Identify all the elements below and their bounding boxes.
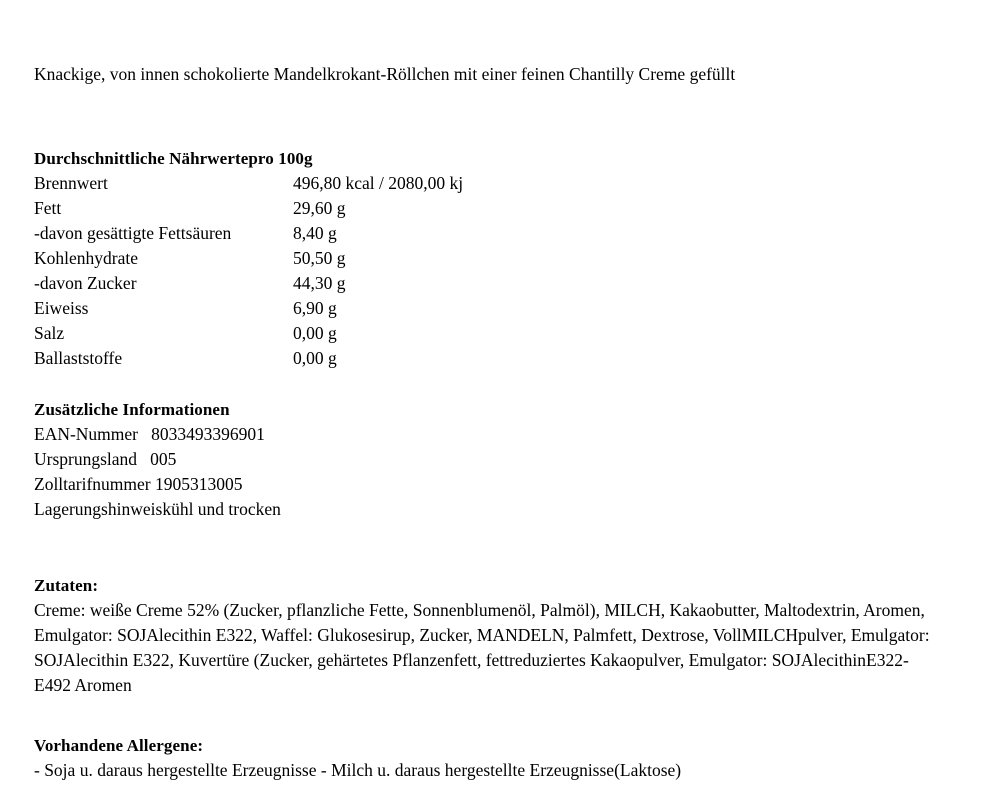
- info-value: 8033493396901: [151, 424, 265, 444]
- product-description: Knackige, von innen schokolierte Mandelkrokant-Röllchen mit einer feinen Chantilly Creme gefüllt: [34, 63, 736, 84]
- nutrition-value: 496,80 kcal / 2080,00 kj: [293, 173, 464, 193]
- list-item: [34, 472, 964, 497]
- nutrition-label: Ballaststoffe: [34, 348, 123, 368]
- nutrition-table-body: [34, 171, 463, 371]
- nutrition-label: -davon Zucker: [34, 273, 137, 293]
- nutrition-label: Salz: [34, 323, 65, 343]
- ingredients-text: Creme: weiße Creme 52% (Zucker, pflanzliche Fette, Sonnenblumenöl, Palmöl), MILCH, Kakaobutter, Maltodextrin, Aromen, Emulgator: SOJAlecithin E322, Waffel: Glukosesirup, Zucker, MANDELN, Palmfett, Dextrose, VollMILCHpulver, Emulgator: SOJAlecithin E322, Kuvertüre (Zucker, gehärtetes Pflanzenfett, fettreduziertes Kakaopulver, Emulgator: SOJAlecithinE322-E492 Aromen: [34, 600, 930, 695]
- nutrition-label: Kohlenhydrate: [34, 248, 138, 268]
- table-row: [34, 171, 463, 196]
- nutrition-value: 29,60 g: [293, 198, 346, 218]
- nutrition-value: 0,00 g: [293, 323, 337, 343]
- table-row: [34, 296, 463, 321]
- list-item: [34, 497, 964, 522]
- table-row: [34, 271, 463, 296]
- nutrition-table: [34, 171, 463, 371]
- nutrition-section: [34, 146, 964, 371]
- nutrition-value: 6,90 g: [293, 298, 337, 318]
- nutrition-label: Fett: [34, 198, 62, 218]
- nutrition-value: 0,00 g: [293, 348, 337, 368]
- list-item: [34, 422, 964, 447]
- allergens-section: [34, 733, 964, 783]
- allergens-text: - Soja u. daraus hergestellte Erzeugnisse - Milch u. daraus hergestellte Erzeugnisse(Laktose): [34, 760, 682, 780]
- info-value: 1905313005: [155, 474, 243, 494]
- info-label: EAN-Nummer: [34, 424, 139, 444]
- nutrition-label: Eiweiss: [34, 298, 89, 318]
- table-row: [34, 246, 463, 271]
- nutrition-heading: Durchschnittliche Nährwertepro 100g: [34, 149, 313, 168]
- additional-info-heading: Zusätzliche Informationen: [34, 400, 230, 419]
- ingredients-heading: Zutaten:: [34, 576, 99, 595]
- info-label: Zolltarifnummer: [34, 474, 151, 494]
- info-label: Lagerungshinweis: [34, 499, 163, 519]
- info-gap: [138, 424, 151, 444]
- list-item: [34, 447, 964, 472]
- nutrition-label: -davon gesättigte Fettsäuren: [34, 223, 232, 243]
- table-row: [34, 321, 463, 346]
- nutrition-value: 50,50 g: [293, 248, 346, 268]
- ingredients-section: [34, 573, 964, 698]
- info-label: Ursprungsland: [34, 449, 138, 469]
- table-row: [34, 196, 463, 221]
- nutrition-value: 8,40 g: [293, 223, 337, 243]
- allergens-heading: Vorhandene Allergene:: [34, 736, 204, 755]
- nutrition-label: Brennwert: [34, 173, 108, 193]
- nutrition-value: 44,30 g: [293, 273, 346, 293]
- additional-info-list: [34, 422, 964, 522]
- info-gap: [137, 449, 150, 469]
- table-row: [34, 346, 463, 371]
- table-row: [34, 221, 463, 246]
- additional-info-section: [34, 397, 964, 522]
- info-value: 005: [150, 449, 177, 469]
- info-value: kühl und trocken: [162, 499, 281, 519]
